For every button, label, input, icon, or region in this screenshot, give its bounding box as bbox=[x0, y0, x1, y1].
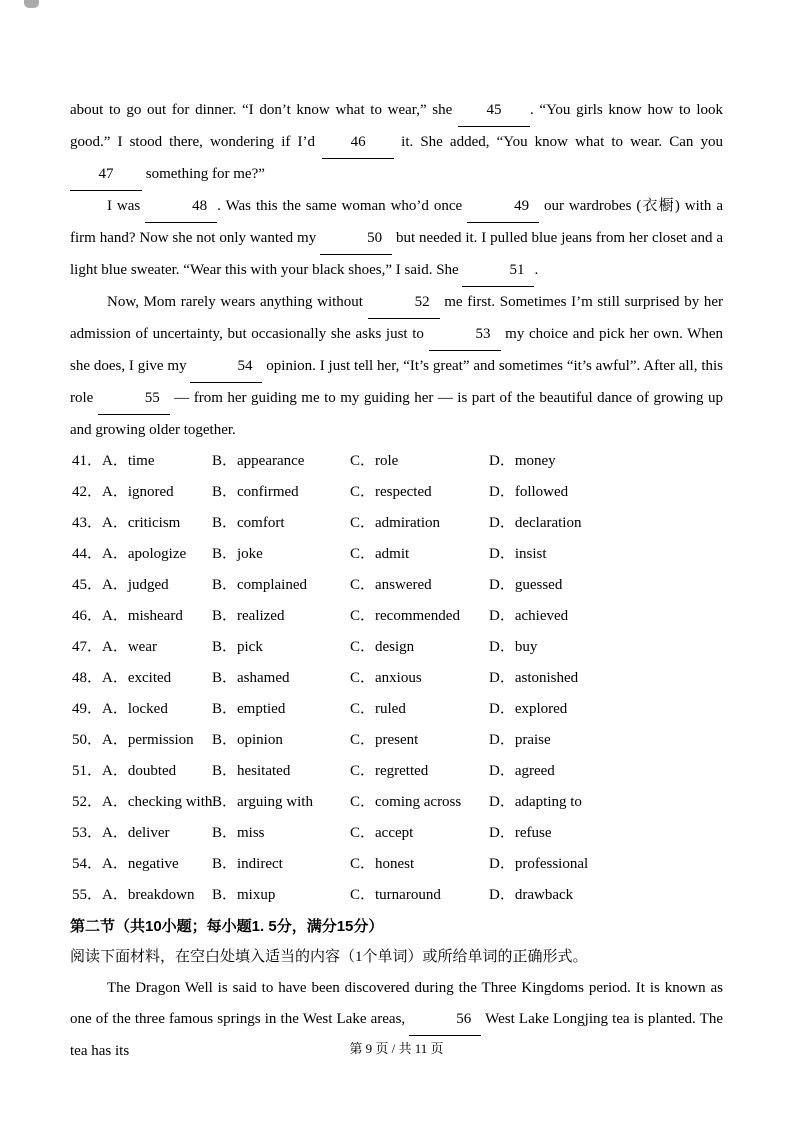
page-footer: 第 9 页 / 共 11 页 bbox=[349, 1041, 444, 1056]
option-44-c: C．admit bbox=[350, 546, 410, 562]
option-row-43 bbox=[70, 508, 723, 539]
option-43-c: C．admiration bbox=[350, 515, 440, 531]
blank-51: 51 bbox=[462, 255, 534, 287]
option-row-48 bbox=[70, 663, 723, 694]
option-46-d: D．achieved bbox=[489, 608, 569, 624]
option-row-54 bbox=[70, 849, 723, 880]
option-44-d: D．insist bbox=[489, 546, 547, 562]
option-51-b: B．hesitated bbox=[212, 763, 291, 779]
option-43-a: 43．A．criticism bbox=[72, 515, 181, 531]
blank-52: 52 bbox=[368, 287, 440, 319]
option-53-b: B．miss bbox=[212, 825, 265, 841]
option-50-c: C．present bbox=[350, 732, 419, 748]
option-54-a: 54．A．negative bbox=[72, 856, 179, 872]
option-42-a: 42．A．ignored bbox=[72, 484, 174, 500]
blank-53: 53 bbox=[429, 319, 501, 351]
section2-instruction: 阅读下面材料，在空白处填入适当的内容（1个单词）或所给单词的正确形式。 bbox=[70, 949, 588, 965]
option-52-a: 52．A．checking with bbox=[72, 794, 213, 810]
option-50-a: 50．A．permission bbox=[72, 732, 194, 748]
option-row-53 bbox=[70, 818, 723, 849]
option-42-b: B．confirmed bbox=[212, 484, 299, 500]
option-53-d: D．refuse bbox=[489, 825, 552, 841]
option-row-44 bbox=[70, 539, 723, 570]
option-49-b: B．emptied bbox=[212, 701, 286, 717]
option-51-d: D．agreed bbox=[489, 763, 555, 779]
blank-47: 47 bbox=[70, 159, 142, 191]
cloze-passage bbox=[70, 95, 723, 446]
option-51-c: C．regretted bbox=[350, 763, 429, 779]
option-row-45 bbox=[70, 570, 723, 601]
option-52-d: D．adapting to bbox=[489, 794, 582, 810]
option-47-d: D．buy bbox=[489, 639, 538, 655]
option-row-47 bbox=[70, 632, 723, 663]
option-42-d: D．followed bbox=[489, 484, 569, 500]
option-row-51 bbox=[70, 756, 723, 787]
option-54-c: C．honest bbox=[350, 856, 415, 872]
paragraph: I was 48 . Was this the same woman who’d once 49 our wardrobes (衣橱) with a firm hand? Now she not only wanted my 50 but needed it. I pulled blue jeans from her closet and a light blue sweater. “Wear this with your black shoes,” I said. She 51 . bbox=[70, 191, 723, 287]
option-row-52 bbox=[70, 787, 723, 818]
blank-49: 49 bbox=[467, 191, 539, 223]
paragraph: The Dragon Well is said to have been discovered during the Three Kingdoms period. It is known as one of the three famous springs in the West Lake areas, 56 West Lake Longjing tea is planted. The tea has its bbox=[70, 980, 723, 1059]
option-49-c: C．ruled bbox=[350, 701, 406, 717]
option-48-d: D．astonished bbox=[489, 670, 579, 686]
option-row-46 bbox=[70, 601, 723, 632]
option-row-41 bbox=[70, 446, 723, 477]
option-45-c: C．answered bbox=[350, 577, 432, 593]
option-53-c: C．accept bbox=[350, 825, 414, 841]
option-48-b: B．ashamed bbox=[212, 670, 290, 686]
option-41-b: B．appearance bbox=[212, 453, 305, 469]
option-row-50 bbox=[70, 725, 723, 756]
option-row-42 bbox=[70, 477, 723, 508]
option-49-d: D．explored bbox=[489, 701, 568, 717]
option-48-a: 48．A．excited bbox=[72, 670, 172, 686]
option-45-b: B．complained bbox=[212, 577, 307, 593]
option-47-c: C．design bbox=[350, 639, 415, 655]
blank-46: 46 bbox=[322, 127, 394, 159]
blank-56: 56 bbox=[409, 1004, 481, 1036]
option-41-c: C．role bbox=[350, 453, 399, 469]
option-44-b: B．joke bbox=[212, 546, 263, 562]
paragraph: Now, Mom rarely wears anything without 52 me first. Sometimes I’m still surprised by her admission of uncertainty, but occasionally she asks just to 53 my choice and pick her own. When she does, I give my 54 opinion. I just tell her, “It’s great” and sometimes “it’s awful”. After all, this role 55 — from her guiding me to my guiding her — is part of the beautiful dance of growing up and growing older together. bbox=[70, 287, 723, 446]
option-41-d: D．money bbox=[489, 453, 556, 469]
option-45-d: D．guessed bbox=[489, 577, 563, 593]
option-48-c: C．anxious bbox=[350, 670, 422, 686]
option-row-55 bbox=[70, 880, 723, 911]
option-54-d: D．professional bbox=[489, 856, 589, 872]
option-45-a: 45．A．judged bbox=[72, 577, 169, 593]
option-43-d: D．declaration bbox=[489, 515, 582, 531]
option-55-c: C．turnaround bbox=[350, 887, 441, 903]
option-55-d: D．drawback bbox=[489, 887, 574, 903]
option-51-a: 51．A．doubted bbox=[72, 763, 177, 779]
option-41-a: 41．A．time bbox=[72, 453, 155, 469]
blank-45: 45 bbox=[458, 95, 530, 127]
option-46-b: B．realized bbox=[212, 608, 285, 624]
option-47-a: 47．A．wear bbox=[72, 639, 157, 655]
option-52-c: C．coming across bbox=[350, 794, 462, 810]
blank-48: 48 bbox=[145, 191, 217, 223]
option-53-a: 53．A．deliver bbox=[72, 825, 170, 841]
option-52-b: B．arguing with bbox=[212, 794, 313, 810]
section2-heading: 第二节（共10小题；每小题1. 5分，满分15分） bbox=[70, 918, 384, 935]
option-50-b: B．opinion bbox=[212, 732, 283, 748]
option-54-b: B．indirect bbox=[212, 856, 283, 872]
blank-50: 50 bbox=[320, 223, 392, 255]
option-42-c: C．respected bbox=[350, 484, 432, 500]
option-49-a: 49．A．locked bbox=[72, 701, 168, 717]
scan-artifact bbox=[24, 0, 39, 8]
option-row-49 bbox=[70, 694, 723, 725]
page-content bbox=[70, 95, 723, 1067]
option-55-a: 55．A．breakdown bbox=[72, 887, 195, 903]
option-46-a: 46．A．misheard bbox=[72, 608, 183, 624]
option-47-b: B．pick bbox=[212, 639, 263, 655]
option-46-c: C．recommended bbox=[350, 608, 460, 624]
option-43-b: B．comfort bbox=[212, 515, 285, 531]
option-44-a: 44．A．apologize bbox=[72, 546, 187, 562]
option-55-b: B．mixup bbox=[212, 887, 276, 903]
option-50-d: D．praise bbox=[489, 732, 551, 748]
blank-54: 54 bbox=[190, 351, 262, 383]
blank-55: 55 bbox=[98, 383, 170, 415]
options-table bbox=[70, 446, 723, 911]
paragraph: about to go out for dinner. “I don’t know what to wear,” she 45 . “You girls know how to look good.” I stood there, wondering if I’d 46 it. She added, “You know what to wear. Can you 47 something for me?” bbox=[70, 95, 723, 191]
